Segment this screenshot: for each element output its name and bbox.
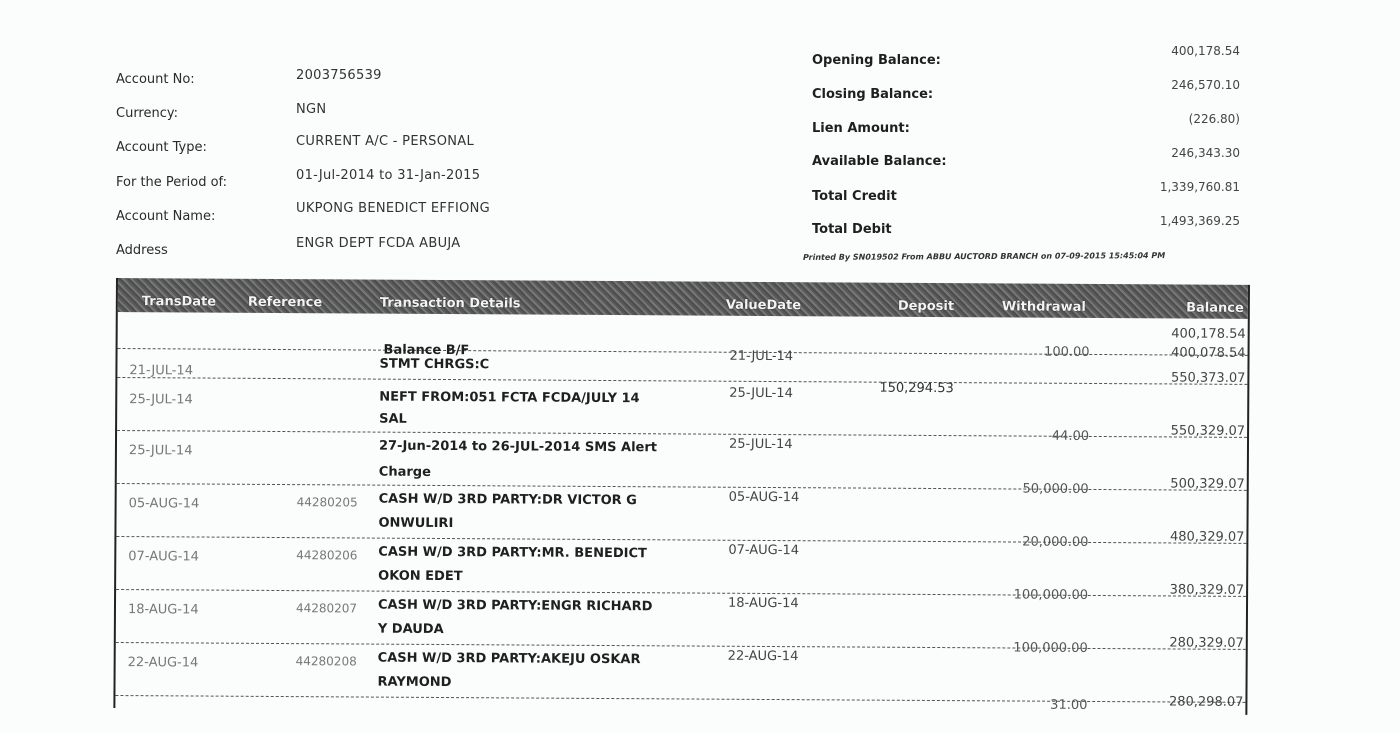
details-cell: CASH W/D 3RD PARTY:MR. BENEDICT [378, 544, 647, 562]
balance-cell: 550,329.07 [1170, 423, 1246, 439]
printed-by-note: Printed By SN019502 From ABBU AUCTORD BRANCH on 07-09-2015 15:45:04 PM [802, 251, 1166, 262]
total-credit-label: Total Credit [812, 189, 897, 204]
header-tran-date: TransDate [141, 294, 217, 310]
balance-cell: 400,178.54 [1171, 326, 1246, 342]
withdrawal-cell: 20,000.00 [1022, 534, 1089, 550]
details-cell: CASH W/D 3RD PARTY:ENGR RICHARD [377, 597, 653, 615]
value-date-cell: 21-JUL-14 [729, 348, 794, 365]
account-no-value: 2003756539 [296, 68, 382, 83]
table-row [115, 635, 1245, 703]
available-balance-label: Available Balance: [812, 154, 947, 169]
balance-cell: 280,329.07 [1169, 635, 1244, 651]
withdrawal-cell: 100,000.00 [1013, 640, 1088, 656]
lien-amount-label: Lien Amount: [812, 121, 910, 136]
reference-cell: 44280208 [295, 654, 357, 669]
withdrawal-cell: 31.00 [1050, 697, 1088, 713]
details-line2-cell: SAL [379, 411, 407, 427]
period-value: 01-Jul-2014 to 31-Jan-2015 [296, 168, 481, 183]
details-cell: CASH W/D 3RD PARTY:DR VICTOR G [378, 491, 637, 509]
total-debit-label: Total Debit [812, 222, 892, 237]
header-value-date: ValueDate [725, 297, 802, 314]
details-cell: Balance B/F [383, 342, 470, 359]
balance-cell: 380,329.07 [1169, 582, 1245, 598]
value-date-cell: 07-AUG-14 [728, 542, 800, 559]
tran-date-cell: 25-JUL-14 [129, 392, 193, 408]
withdrawal-cell: 50,000.00 [1022, 481, 1089, 497]
details-line2-cell: ONWULIRI [378, 515, 454, 532]
total-credit-value: 1,339,760.81 [1159, 180, 1240, 194]
header-balance: Balance [1186, 300, 1244, 316]
tran-date-cell: 18-AUG-14 [127, 602, 199, 618]
closing-balance-value: 246,570.10 [1171, 78, 1240, 92]
details-line2-cell: OKON EDET [378, 568, 463, 585]
details-line2-cell: Charge [378, 464, 431, 480]
details-cell: 27-Jun-2014 to 26-JUL-2014 SMS Alert [378, 438, 658, 456]
currency-value: NGN [296, 102, 327, 117]
address-label: Address [116, 243, 168, 258]
available-balance-value: 246,343.30 [1171, 146, 1240, 160]
details-cell: NEFT FROM:051 FCTA FCDA/JULY 14 [379, 389, 640, 407]
account-type-value: CURRENT A/C - PERSONAL [296, 134, 475, 149]
value-date-cell: 25-JUL-14 [728, 436, 793, 453]
reference-cell: 44280205 [296, 495, 358, 510]
header-reference: Reference [247, 294, 323, 311]
account-name-value: UKPONG BENEDICT EFFIONG [296, 201, 491, 216]
header-details: Transaction Details [379, 295, 521, 312]
account-no-label: Account No: [116, 72, 195, 87]
tran-date-cell: 21-JUL-14 [129, 363, 194, 379]
account-name-label: Account Name: [116, 209, 216, 224]
reference-cell: 44280207 [295, 601, 358, 616]
value-date-cell: 25-JUL-14 [729, 385, 793, 402]
withdrawal-cell: 100,000.00 [1013, 587, 1089, 603]
value-date-cell: 05-AUG-14 [728, 489, 800, 506]
tran-date-cell: 07-AUG-14 [128, 549, 200, 565]
period-label: For the Period of: [116, 175, 228, 190]
deposit-cell: 150,294.53 [879, 380, 954, 397]
tran-date-cell: 05-AUG-14 [128, 496, 200, 512]
balance-cell: 400,078.54 [1171, 345, 1246, 361]
opening-balance-label: Opening Balance: [812, 53, 941, 68]
balance-cell: 280,298.07 [1168, 694, 1244, 710]
header-deposit: Deposit [897, 298, 955, 315]
withdrawal-cell: 100.00 [1044, 344, 1090, 360]
value-date-cell: 22-AUG-14 [727, 648, 799, 665]
tran-date-cell: 25-JUL-14 [128, 443, 193, 459]
balance-cell: 550,373.07 [1170, 370, 1246, 386]
address-value: ENGR DEPT FCDA ABUJA [296, 236, 461, 251]
currency-label: Currency: [116, 106, 179, 121]
details-cell: STMT CHRGS:C [379, 356, 490, 373]
details-line2-cell: Y DAUDA [377, 621, 444, 638]
value-date-cell: 18-AUG-14 [727, 595, 799, 612]
lien-amount-value: (226.80) [1188, 112, 1240, 126]
header-withdrawal: Withdrawal [1001, 299, 1086, 315]
details-line2-cell: RAYMOND [377, 674, 452, 691]
withdrawal-cell: 44.00 [1051, 428, 1090, 444]
total-debit-value: 1,493,369.25 [1159, 214, 1240, 228]
transactions-table [113, 278, 1250, 715]
balance-cell: 500,329.07 [1170, 476, 1245, 492]
account-type-label: Account Type: [116, 140, 207, 155]
closing-balance-label: Closing Balance: [812, 87, 934, 102]
tran-date-cell: 22-AUG-14 [127, 655, 199, 671]
opening-balance-value: 400,178.54 [1171, 44, 1240, 58]
balance-cell: 480,329.07 [1169, 529, 1245, 545]
details-cell: CASH W/D 3RD PARTY:AKEJU OSKAR [377, 650, 641, 668]
table-row [115, 696, 1245, 733]
reference-cell: 44280206 [296, 548, 358, 563]
